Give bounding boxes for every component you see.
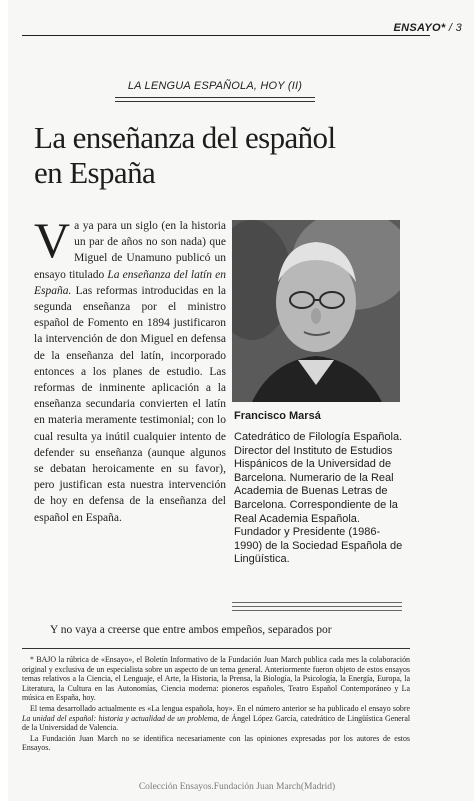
running-head-label: ENSAYO*: [393, 22, 446, 34]
footnote-rule: [22, 648, 410, 649]
section-rule-bottom: [115, 101, 315, 102]
author-name: Francisco Marsá: [234, 410, 321, 422]
footnote-text-a: El tema desarrollado actualmente es «La lengua española, hoy». En el número anterior se ha publicado el ensayo sobre: [30, 703, 410, 713]
footnote-essay-title: La unidad del español: historia y actualidad de un problema,: [22, 713, 220, 723]
paragraph-text-b: Las reformas introducidas en la segunda enseñanza por el ministro español de Fomento en 1894 justificaron la intervención de don Miguel en defensa de la enseñanza del latín, incorporado entonces a los planes de estudio. Las reformas de inminente aplicación a la enseñanza secundaria convierten el latín en materia meramente testimonial; con lo cual resulta ya inútil cualquier intento de defender su enseñanza (aunque algunos se debatan heroicamente en su favor), pero justifican esta nuestra intervención de hoy en defensa de la enseñanza del español en España.: [34, 284, 226, 524]
footnote-paragraph-2: [22, 704, 410, 733]
page-number: / 3: [448, 22, 462, 34]
footnote-text-b: de Ángel López García, catedrático de Lingüística General de la Universidad de Valencia.: [22, 713, 411, 733]
article-body: [34, 212, 227, 526]
paragraph-text-a: a ya para un siglo (en la historia un par de años no son nada) que Miguel de Unamuno publicó un ensayo titulado: [34, 220, 226, 281]
author-portrait-image: [232, 220, 400, 402]
running-head: [393, 22, 462, 34]
footnote-paragraph-3: La Fundación Juan March no se identifica necesariamente con las opiniones expresadas por los autores de estos Ensayos.: [22, 733, 410, 753]
header-rule: [22, 35, 430, 36]
drop-cap: V: [34, 212, 71, 268]
title-line-1: La enseñanza del español: [34, 120, 336, 155]
footnote: [22, 655, 410, 754]
footnote-paragraph-1: * BAJO la rúbrica de «Ensayo», el Boletín Informativo de la Fundación Juan March publica cada mes la colaboración original y exclusiva de un especialista sobre un aspecto de un tema general. Anteriormente fueron objeto de estos ensayos temas relativos a la Ciencia, el Lenguaje, el Arte, la Historia, la Prensa, la Biología, la Psicología, la Energía, Europa, la Literatura, la Cultura en las Autonomías, Ciencia moderna: pioneros españoles, Teatro Español Contemporáneo y La música en España, hoy.: [22, 655, 410, 703]
bio-rule-1: [232, 602, 402, 603]
article-continuation: Y no vaya a creerse que entre ambos empeños, separados por: [50, 624, 332, 636]
article-paragraph: [34, 212, 227, 526]
title-line-2: en España: [34, 155, 156, 190]
author-bio: Catedrático de Filología Española. Director del Instituto de Estudios Hispánicos de la Universidad de Barcelona. Numerario de la Real Academia de Buenas Letras de Barcelona. Correspondiente de la Real Academia Española. Fundador y Presidente (1986-1990) de la Sociedad Española de Lingüística.: [234, 431, 403, 566]
author-photo: [232, 220, 400, 402]
section-label: LA LENGUA ESPAÑOLA, HOY (II): [127, 80, 303, 92]
article-title: [34, 120, 434, 190]
bio-rule-2: [232, 606, 402, 607]
book-title: La enseñanza del latín en España.: [34, 268, 227, 297]
bio-rule-3: [232, 610, 402, 611]
collection-credit: Colección Ensayos.Fundación Juan March(Madrid): [138, 782, 336, 792]
section-rule-top: [115, 97, 315, 98]
